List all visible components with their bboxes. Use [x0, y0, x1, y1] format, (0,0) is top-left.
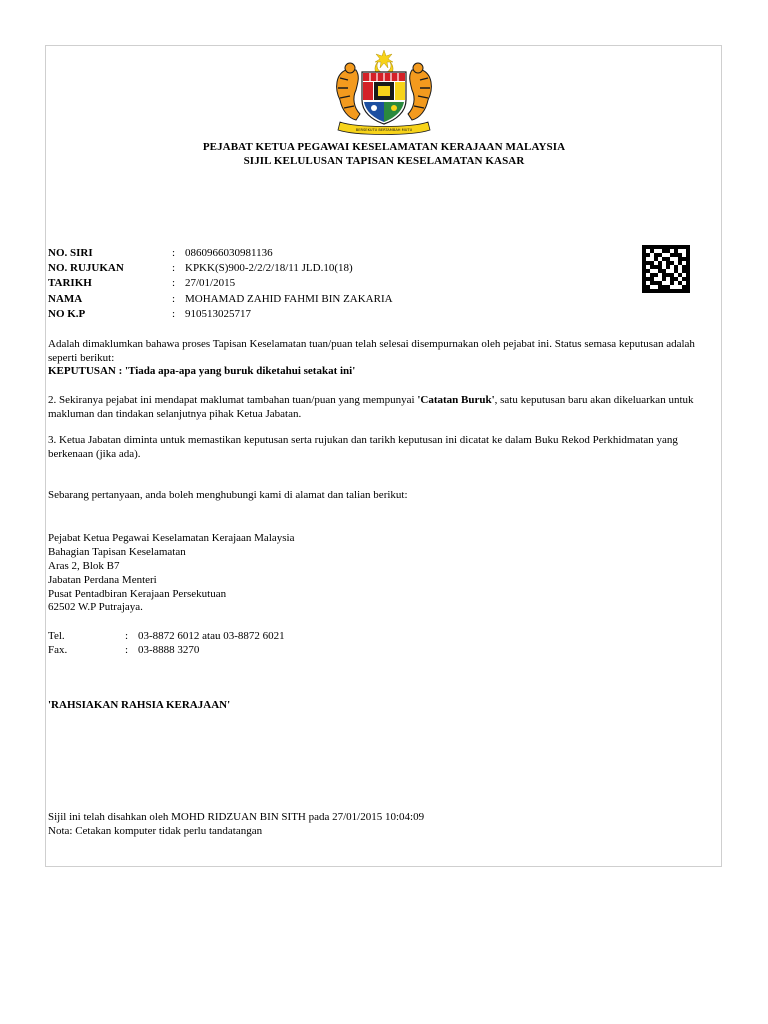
fax-number: 03-8888 3270	[138, 644, 200, 656]
datamatrix-code-icon	[642, 244, 690, 294]
verification-line: Sijil ini telah disahkan oleh MOHD RIDZUAN BIN SITH pada 27/01/2015 10:04:09	[48, 811, 425, 823]
address-line: Pejabat Ketua Pegawai Keselamatan Kerajaan Malaysia	[48, 532, 295, 544]
detail-label: NAMA	[48, 293, 83, 305]
address-line: Bahagian Tapisan Keselamatan	[48, 546, 186, 558]
reference-number: KPKK(S)900-2/2/2/18/11 JLD.10(18)	[185, 262, 353, 274]
malaysia-coat-of-arms-icon	[326, 48, 442, 138]
address-line: Aras 2, Blok B7	[48, 560, 120, 572]
issue-date: 27/01/2015	[185, 277, 236, 289]
office-title: PEJABAT KETUA PEGAWAI KESELAMATAN KERAJAAN MALAYSIA	[202, 141, 566, 153]
bad-record-term: 'Catatan Buruk'	[417, 394, 495, 406]
telephone-row: Tel. : 03-8872 6012 atau 03-8872 6021	[48, 630, 285, 642]
address-line: Jabatan Perdana Menteri	[48, 574, 157, 586]
detail-label: NO. RUJUKAN	[48, 262, 124, 274]
address-line: Pusat Pentadbiran Kerajaan Persekutuan	[48, 588, 227, 600]
detail-label: NO. SIRI	[48, 247, 93, 259]
intro-paragraph: Adalah dimaklumkan bahawa proses Tapisan Keselamatan tuan/puan telah selesai disempurnakan oleh pejabat ini. Status semasa keputusan adalah seperti berikut:	[48, 338, 695, 364]
ic-number: 910513025717	[185, 308, 251, 320]
telephone-number: 03-8872 6012 atau 03-8872 6021	[138, 630, 285, 642]
crest-motto: BERSEKUTU BERTAMBAH MUTU	[355, 128, 413, 132]
address-line: 62502 W.P Putrajaya.	[48, 601, 143, 613]
fax-row: Fax. : 03-8888 3270	[48, 644, 200, 656]
paragraph-2: 2. Sekiranya pejabat ini mendapat maklumat tambahan tuan/puan yang mempunyai 'Catatan Buruk', satu keputusan baru akan dikeluarkan untuk makluman dan tindakan selanjutnya pihak Ketua Jabatan.	[48, 394, 694, 420]
signature-note: Nota: Cetakan komputer tidak perlu tandatangan	[48, 825, 263, 837]
decision-line	[48, 365, 718, 379]
decision-label: KEPUTUSAN :	[48, 365, 123, 377]
holder-name: MOHAMAD ZAHID FAHMI BIN ZAKARIA	[185, 293, 393, 305]
secrecy-notice: 'RAHSIAKAN RAHSIA KERAJAAN'	[48, 699, 231, 711]
detail-label: TARIKH	[48, 277, 92, 289]
decision-value: 'Tiada apa-apa yang buruk diketahui setakat ini'	[125, 365, 356, 377]
serial-number: 0860966030981136	[185, 247, 273, 259]
detail-label: NO K.P	[48, 308, 86, 320]
certificate-title: SIJIL KELULUSAN TAPISAN KESELAMATAN KASAR	[243, 155, 525, 167]
enquiry-paragraph: Sebarang pertanyaan, anda boleh menghubungi kami di alamat dan talian berikut:	[48, 489, 408, 501]
paragraph-3: 3. Ketua Jabatan diminta untuk memastikan keputusan serta rujukan dan tarikh keputusan ini dicatat ke dalam Buku Rekod Perkhidmatan yang berkenaan (jika ada).	[48, 434, 678, 460]
